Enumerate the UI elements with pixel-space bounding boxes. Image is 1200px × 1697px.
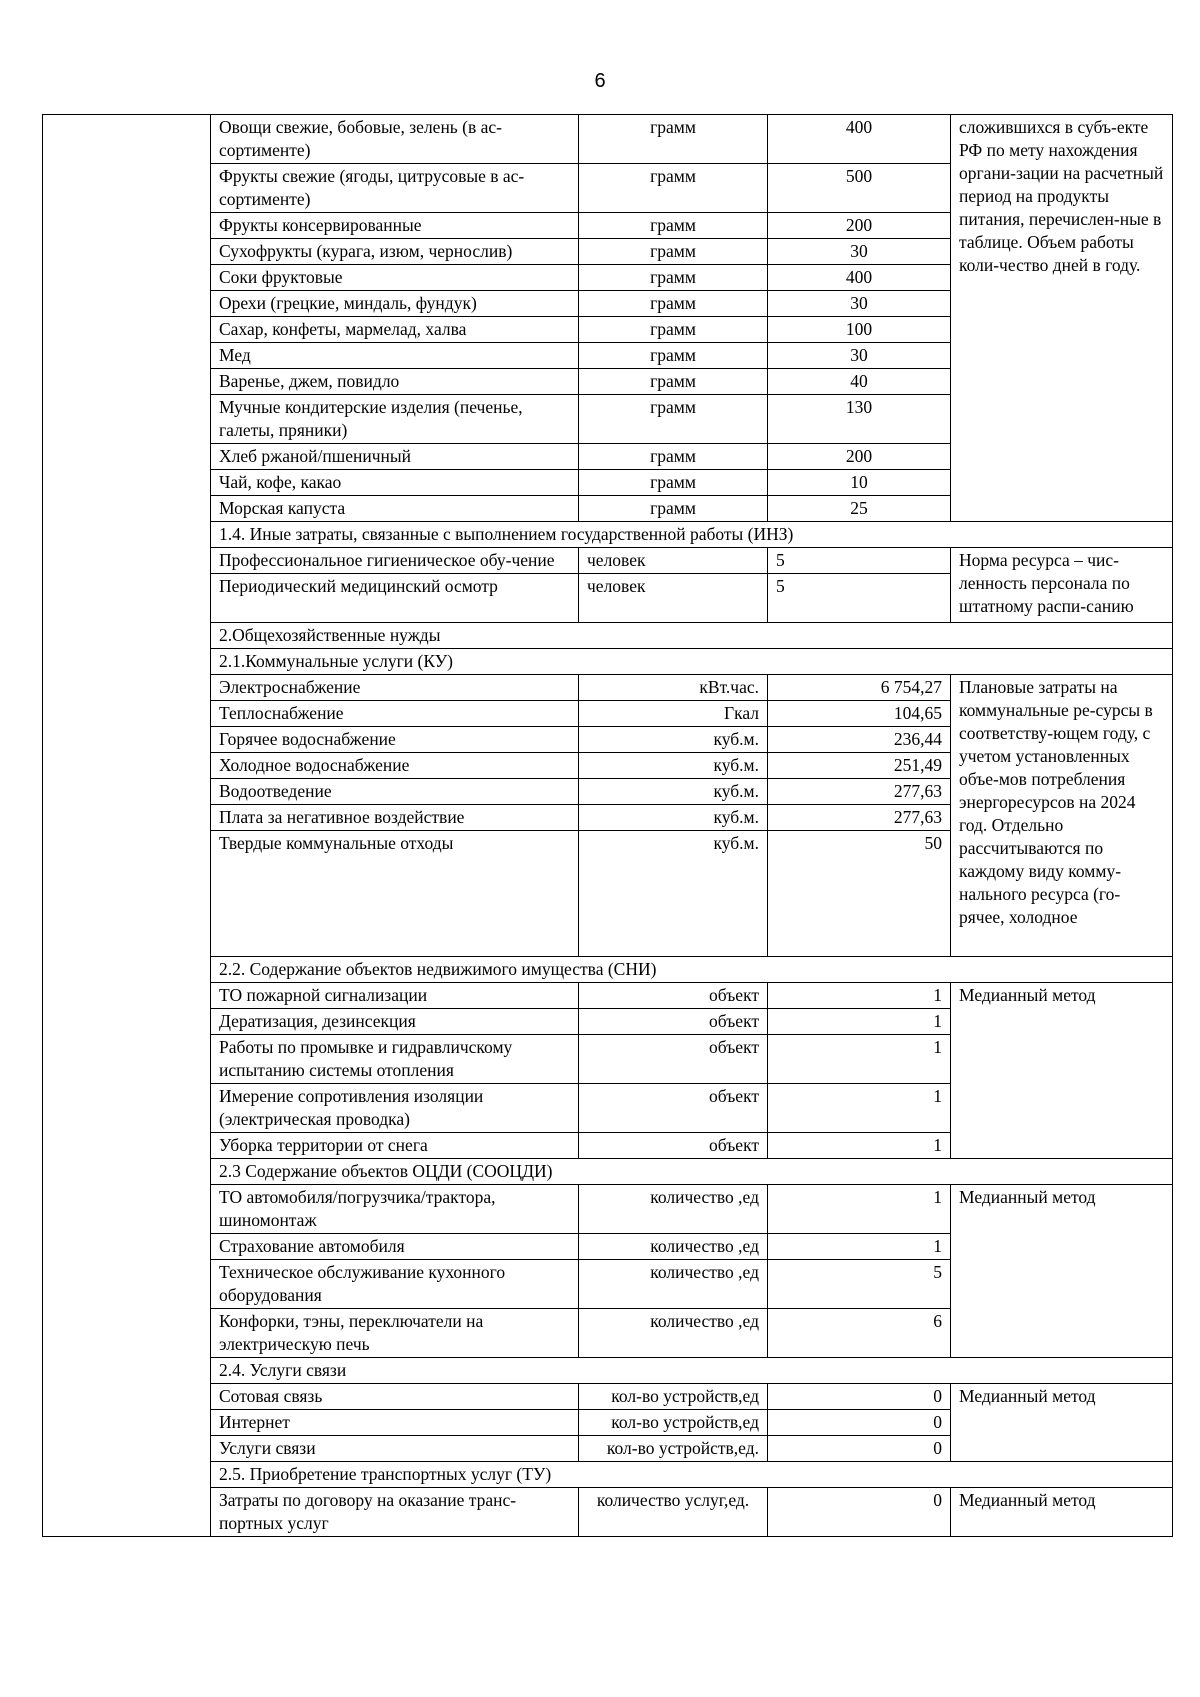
table-row	[43, 1185, 1173, 1234]
section-title: 2.5. Приобретение транспортных услуг (ТУ)	[211, 1462, 1173, 1488]
item-qty: 5	[768, 1260, 951, 1309]
item-unit: грамм	[579, 115, 768, 164]
item-qty: 277,63	[768, 779, 951, 805]
item-unit: количество ,ед	[579, 1260, 768, 1309]
item-unit: куб.м.	[579, 779, 768, 805]
s24-note: Медианный метод	[951, 1384, 1173, 1462]
table-row	[43, 115, 1173, 164]
item-unit: количество ,ед	[579, 1185, 768, 1234]
item-qty: 0	[768, 1384, 951, 1410]
item-qty: 30	[768, 239, 951, 265]
item-name: Плата за негативное воздействие	[211, 805, 579, 831]
item-qty: 1	[768, 1234, 951, 1260]
section-header	[43, 1462, 1173, 1488]
item-name: Имерение сопротивления изоляции (электрическая проводка)	[211, 1084, 579, 1133]
item-unit: кол-во устройств,ед.	[579, 1436, 768, 1462]
item-name: Орехи (грецкие, миндаль, фундук)	[211, 291, 579, 317]
item-name: Твердые коммунальные отходы	[211, 831, 579, 957]
item-unit: грамм	[579, 395, 768, 444]
item-unit: грамм	[579, 444, 768, 470]
item-name: Сахар, конфеты, мармелад, халва	[211, 317, 579, 343]
item-name: Интернет	[211, 1410, 579, 1436]
table-row	[43, 675, 1173, 701]
item-unit: куб.м.	[579, 727, 768, 753]
item-qty: 1	[768, 1185, 951, 1234]
item-unit: грамм	[579, 343, 768, 369]
item-unit: грамм	[579, 496, 768, 522]
item-qty: 400	[768, 265, 951, 291]
item-qty: 5	[768, 548, 951, 574]
s23-note: Медианный метод	[951, 1185, 1173, 1358]
item-name: Морская капуста	[211, 496, 579, 522]
section-title: 2.1.Коммунальные услуги (КУ)	[211, 649, 1173, 675]
item-qty: 200	[768, 213, 951, 239]
item-qty: 500	[768, 164, 951, 213]
item-unit: количество услуг,ед.	[579, 1488, 768, 1537]
item-qty: 40	[768, 369, 951, 395]
item-unit: количество ,ед	[579, 1234, 768, 1260]
item-qty: 104,65	[768, 701, 951, 727]
table-row	[43, 1384, 1173, 1410]
item-name: Периодический медицинский осмотр	[211, 574, 579, 623]
table-row	[43, 1488, 1173, 1537]
item-unit: кВт.час.	[579, 675, 768, 701]
item-qty: 200	[768, 444, 951, 470]
item-name: Сотовая связь	[211, 1384, 579, 1410]
item-qty: 1	[768, 1084, 951, 1133]
item-qty: 5	[768, 574, 951, 623]
item-unit: куб.м.	[579, 805, 768, 831]
item-qty: 50	[768, 831, 951, 957]
item-qty: 100	[768, 317, 951, 343]
item-name: Мучные кондитерские изделия (печенье, галеты, пряники)	[211, 395, 579, 444]
item-qty: 277,63	[768, 805, 951, 831]
item-qty: 130	[768, 395, 951, 444]
item-name: Теплоснабжение	[211, 701, 579, 727]
item-unit: кол-во устройств,ед	[579, 1384, 768, 1410]
item-name: Чай, кофе, какао	[211, 470, 579, 496]
section-title: 2.4. Услуги связи	[211, 1358, 1173, 1384]
item-qty: 30	[768, 343, 951, 369]
section-title: 2.3 Содержание объектов ОЦДИ (СООЦДИ)	[211, 1159, 1173, 1185]
item-unit: куб.м.	[579, 831, 768, 957]
item-qty: 0	[768, 1436, 951, 1462]
item-qty: 1	[768, 1009, 951, 1035]
food-note: сложившихся в субъ-екте РФ по мету нахождения органи-зации на расчетный период на продукты питания, перечислен-ные в таблице. Объем работы коли-чество дней в году.	[951, 115, 1173, 522]
item-qty: 1	[768, 983, 951, 1009]
item-name: Варенье, джем, повидло	[211, 369, 579, 395]
section-header	[43, 1358, 1173, 1384]
item-name: Фрукты консервированные	[211, 213, 579, 239]
item-name: Техническое обслуживание кухонного оборудования	[211, 1260, 579, 1309]
section-title: 1.4. Иные затраты, связанные с выполнением государственной работы (ИНЗ)	[211, 522, 1173, 548]
item-unit: куб.м.	[579, 753, 768, 779]
item-unit: объект	[579, 1035, 768, 1084]
table-row	[43, 983, 1173, 1009]
item-unit: Гкал	[579, 701, 768, 727]
item-qty: 1	[768, 1133, 951, 1159]
item-unit: объект	[579, 1084, 768, 1133]
item-name: Мед	[211, 343, 579, 369]
item-name: Профессиональное гигиеническое обу-чение	[211, 548, 579, 574]
item-name: ТО автомобиля/погрузчика/трактора, шиномонтаж	[211, 1185, 579, 1234]
item-name: Затраты по договору на оказание транс-портных услуг	[211, 1488, 579, 1537]
item-unit: грамм	[579, 470, 768, 496]
item-qty: 30	[768, 291, 951, 317]
item-unit: кол-во устройств,ед	[579, 1410, 768, 1436]
item-qty: 6	[768, 1309, 951, 1358]
section-title: 2.2. Содержание объектов недвижимого имущества (СНИ)	[211, 957, 1173, 983]
item-unit: грамм	[579, 317, 768, 343]
section-header	[43, 1159, 1173, 1185]
item-unit: грамм	[579, 265, 768, 291]
item-name: Соки фруктовые	[211, 265, 579, 291]
item-name: Овощи свежие, бобовые, зелень (в ас-сортименте)	[211, 115, 579, 164]
item-unit: грамм	[579, 164, 768, 213]
left-blank-column	[43, 115, 211, 1537]
item-unit: грамм	[579, 239, 768, 265]
item-name: Работы по промывке и гидравличскому испытанию системы отопления	[211, 1035, 579, 1084]
item-qty: 6 754,27	[768, 675, 951, 701]
item-name: Холодное водоснабжение	[211, 753, 579, 779]
table-row	[43, 548, 1173, 574]
item-name: Хлеб ржаной/пшеничный	[211, 444, 579, 470]
item-qty: 1	[768, 1035, 951, 1084]
item-unit: человек	[579, 548, 768, 574]
s25-note: Медианный метод	[951, 1488, 1173, 1537]
item-name: Сухофрукты (курага, изюм, чернослив)	[211, 239, 579, 265]
item-unit: количество ,ед	[579, 1309, 768, 1358]
item-name: Горячее водоснабжение	[211, 727, 579, 753]
item-name: ТО пожарной сигнализации	[211, 983, 579, 1009]
section-header	[43, 649, 1173, 675]
section-title: 2.Общехозяйственные нужды	[211, 623, 1173, 649]
item-qty: 236,44	[768, 727, 951, 753]
item-name: Электроснабжение	[211, 675, 579, 701]
item-unit: грамм	[579, 369, 768, 395]
item-qty: 0	[768, 1488, 951, 1537]
item-qty: 10	[768, 470, 951, 496]
item-name: Услуги связи	[211, 1436, 579, 1462]
item-unit: человек	[579, 574, 768, 623]
item-name: Конфорки, тэны, переключатели на электрическую печь	[211, 1309, 579, 1358]
s14-note: Норма ресурса – чис-ленность персонала по штатному распи-санию	[951, 548, 1173, 623]
item-name: Дератизация, дезинсекция	[211, 1009, 579, 1035]
item-unit: объект	[579, 983, 768, 1009]
item-unit: объект	[579, 1009, 768, 1035]
s21-note: Плановые затраты на коммунальные ре-сурсы в соответству-ющем году, с учетом установленных объе-мов потребления энергоресурсов на 2024 год. Отдельно рассчитываются по каждому виду комму-нального ресурса (го-рячее, холодное	[951, 675, 1173, 957]
item-unit: объект	[579, 1133, 768, 1159]
item-name: Уборка территории от снега	[211, 1133, 579, 1159]
section-header	[43, 522, 1173, 548]
item-qty: 251,49	[768, 753, 951, 779]
resource-norms-table	[42, 114, 1173, 1537]
page-number: 6	[594, 70, 606, 92]
item-unit: грамм	[579, 291, 768, 317]
section-header	[43, 957, 1173, 983]
item-qty: 25	[768, 496, 951, 522]
item-unit: грамм	[579, 213, 768, 239]
item-name: Страхование автомобиля	[211, 1234, 579, 1260]
item-qty: 400	[768, 115, 951, 164]
s22-note: Медианный метод	[951, 983, 1173, 1159]
section-header	[43, 623, 1173, 649]
item-qty: 0	[768, 1410, 951, 1436]
item-name: Фрукты свежие (ягоды, цитрусовые в ас-сортименте)	[211, 164, 579, 213]
item-name: Водоотведение	[211, 779, 579, 805]
